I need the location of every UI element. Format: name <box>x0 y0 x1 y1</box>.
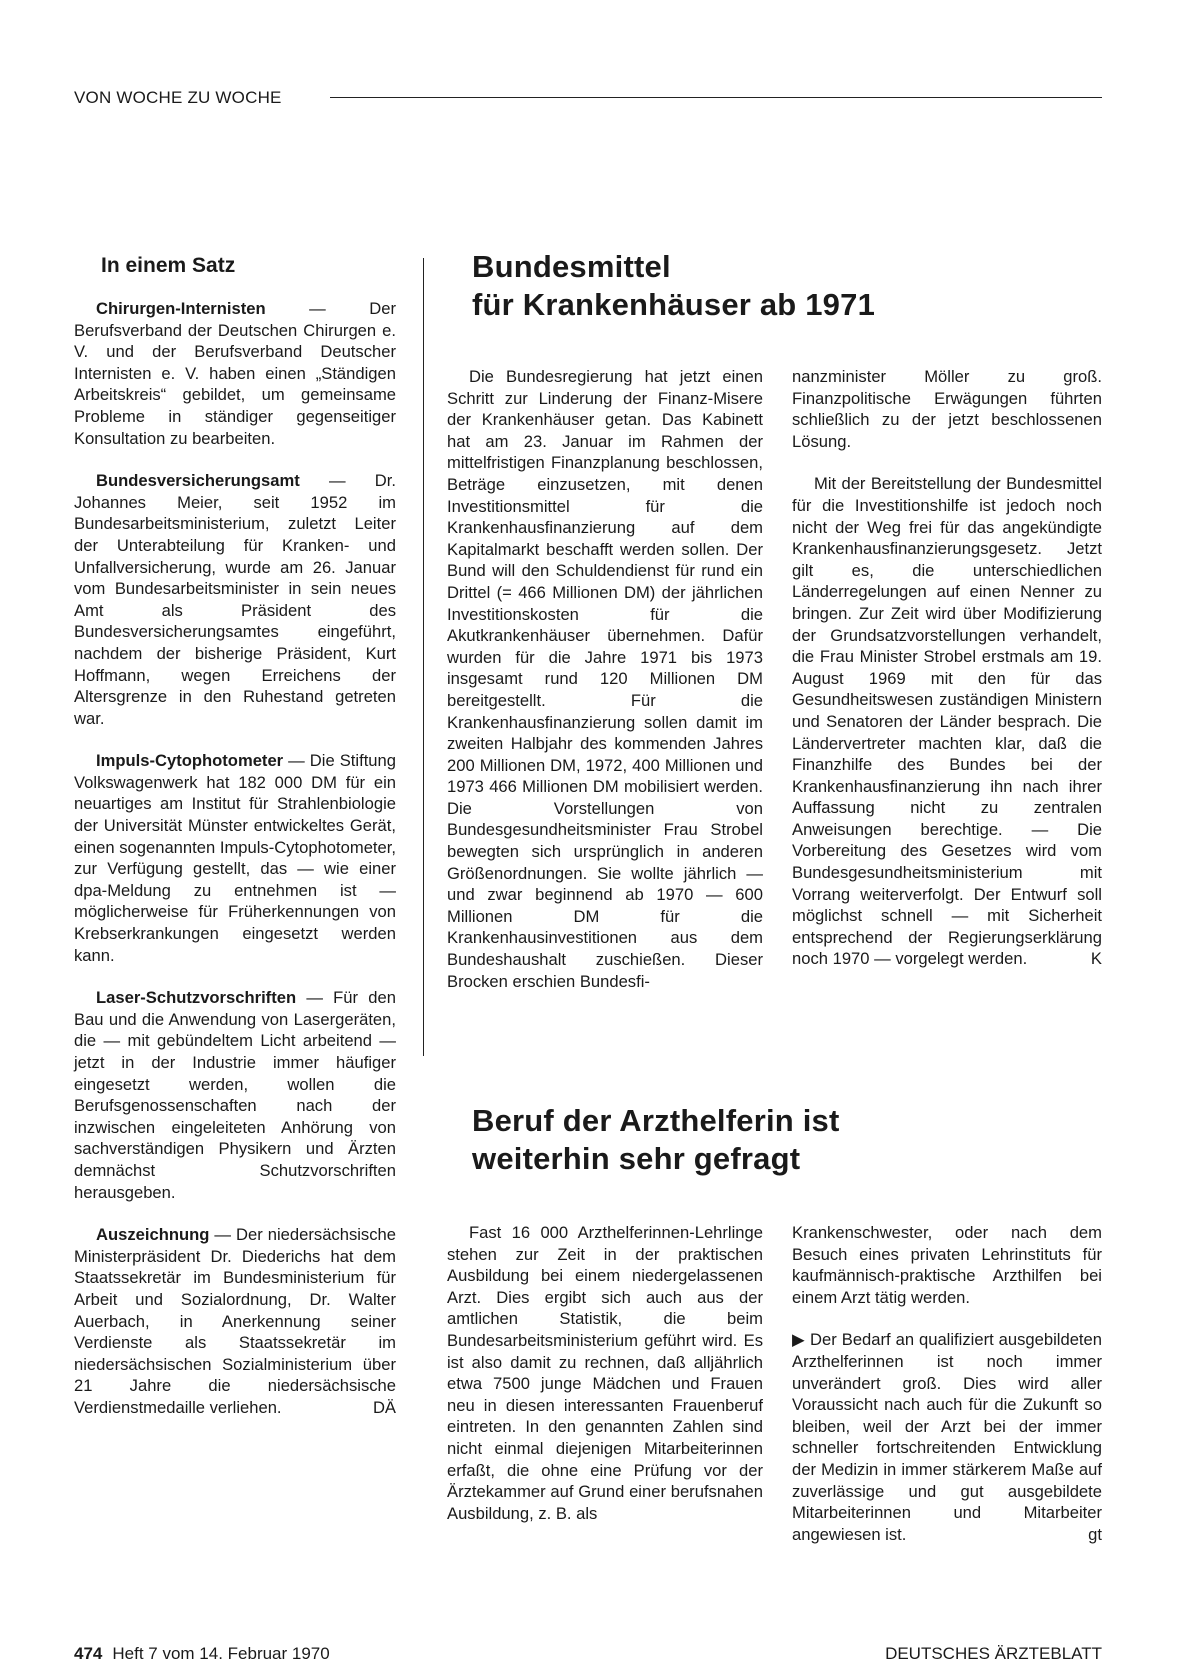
article1-paragraph: nanzminister Möller zu groß. Finanzpolitische Erwägungen führten schließlich zu der jetzt beschlossenen Lösung. <box>792 367 1102 451</box>
triangle-bullet-icon: ▶ <box>792 1330 806 1350</box>
article1-column-2 <box>792 366 1102 991</box>
sidebar-item: Laser-Schutzvorschriften — Für den Bau und die Anwendung von Lasergeräten, die — mit gebündeltem Licht arbeitend — jetzt in der Industrie immer häufiger eingesetzt werden, wollen die Berufsgenossenschaften nach der inzwischen eingeleiteten Anhörung von sachverständigen Physikern und Ärzten demnächst Schutzvorschriften herausgeben. <box>74 988 396 1202</box>
sidebar-title: In einem Satz <box>101 254 236 277</box>
article2-paragraph: ▶ Der Bedarf an qualifiziert ausgebildeten Arzthelferinnen ist noch immer unverändert groß. Dies wird aller Voraussicht nach auch für die Zukunft so bleiben, weil der Arzt bei der immer schneller fortschreitenden Entwicklung der Medizin in immer stärkerem Maße auf zuverlässige und gut ausgebildete Mitarbeiterinnen und Mitarbeiter angewiesen ist. gt <box>792 1330 1102 1544</box>
article2-paragraph: Fast 16 000 Arzthelferinnen-Lehrlinge stehen zur Zeit in der praktischen Ausbildung bei einem niedergelassenen Arzt. Dies ergibt sich auch aus der amtlichen Statistik, die beim Bundesarbeitsministerium geführt wird. Es ist also damit zu rechnen, daß alljährlich etwa 7500 junge Mädchen und Frauen neu in diesen interessanten Frauenberuf eintreten. In den genannten Zahlen sind nicht einmal diejenigen Mitarbeiterinnen erfaßt, die ohne eine Prüfung vor der Ärztekammer auf Grund einer berufsnahen Ausbildung, z. B. als <box>447 1223 763 1523</box>
header-rule <box>330 97 1102 98</box>
article1-title: Bundesmittel für Krankenhäuser ab 1971 <box>472 249 876 322</box>
article2-column-2 <box>792 1222 1102 1566</box>
article1-paragraph: Die Bundesregierung hat jetzt einen Schritt zur Linderung der Finanz-Misere der Krankenhäuser getan. Das Kabinett hat am 23. Januar im Rahmen der mittelfristigen Finanzplanung beschlossen, Beträge einzusetzen, mit denen Investitionsmittel für die Krankenhausfinanzierung auf dem Kapitalmarkt beschafft werden sollen. Der Bund will den Schuldendienst für rund ein Drittel (= 466 Millionen DM) der jährlichen Investitionskosten für die Akutkrankenhäuser übernehmen. Dafür wurden für die Jahre 1971 bis 1973 insgesamt rund 120 Millionen DM bereitgestellt. Für die Krankenhausfinanzierung sollen damit im zweiten Halbjahr des kommenden Jahres 200 Millionen DM, 1972, 400 Millionen und 1973 466 Millionen DM mobilisiert werden. Die Vorstellungen von Bundesgesundheitsminister Frau Strobel bewegten sich ursprünglich in anderen Größenordnungen. Sie wollte jährlich — und zwar beginnend ab 1970 — 600 Millionen DM für die Krankenhausinvestitionen aus dem Bundeshaushalt zuschießen. Dieser Brocken erschien Bundesfi- <box>447 367 763 991</box>
sidebar-item: Chirurgen-Internisten — Der Berufsverband der Deutschen Chirurgen e. V. und der Berufsverband Deutscher Internisten e. V. haben einen „Ständigen Arbeitskreis“ gebildet, um gemeinsame Probleme in ständiger gegenseitiger Konsultation zu bearbeiten. <box>74 299 396 448</box>
article1-column-1 <box>447 366 763 1013</box>
column-divider <box>423 258 424 1056</box>
journal-name: DEUTSCHES ÄRZTEBLATT <box>885 1644 1102 1663</box>
article2-title: Beruf der Arzthelferin ist weiterhin sehr gefragt <box>472 1103 840 1176</box>
article2-signature: gt <box>1088 1524 1102 1544</box>
sidebar-item: Impuls-Cytophotometer — Die Stiftung Volkswagenwerk hat 182 000 DM für ein neuartiges am Institut für Strahlenbiologie der Universität Münster entwickeltes Gerät, einen sogenannten Impuls-Cytophotometer, zur Verfügung gestellt, das — wie einer dpa-Meldung zu entnehmen ist — möglicherweise für Früherkennungen von Krebserkrankungen eingesetzt werden kann. <box>74 751 396 965</box>
sidebar-signature: DÄ <box>372 1397 396 1417</box>
article1-paragraph: Mit der Bereitstellung der Bundesmittel für die Investitionshilfe ist jedoch noch nicht der Weg frei für das angekündigte Krankenhausfinanzierungsgesetz. Jetzt gilt es, die unterschiedlichen Länderregelungen auf einen Nenner zu bringen. Zur Zeit wird über Modifizierung der Grundsatzvorstellungen verhandelt, die Frau Minister Strobel erstmals am 19. August 1969 mit den für das Gesundheitswesen zuständigen Ministern und Senatoren der Länder besprach. Die Ländervertreter machten klar, daß die Finanzhilfe des Bundes bei der Krankenhausfinanzierung ihn nach ihrer Auffassung nicht zu zentralen Anweisungen berechtige. — Die Vorbereitung des Gesetzes wird vom Bundesgesundheitsministerium mit Vorrang weiterverfolgt. Der Entwurf soll möglichst schnell — mit Sicherheit entsprechend der Regierungserklärung noch 1970 — vorgelegt werden. K <box>792 474 1102 969</box>
sidebar-item: Bundesversicherungsamt — Dr. Johannes Meier, seit 1952 im Bundesarbeitsministerium, zuletzt Leiter der Unterabteilung für Kranken- und Unfallversicherung, wurde am 26. Januar vom Bundesarbeitsminister in sein neues Amt als Präsident des Bundesversicherungsamtes eingeführt, nachdem der bisherige Präsident, Kurt Hoffmann, wegen Erreichens der Altersgrenze in den Ruhestand getreten war. <box>74 471 396 728</box>
article1-signature: K <box>1090 949 1102 969</box>
article2-paragraph: Krankenschwester, oder nach dem Besuch eines privaten Lehrinstituts für kaufmännisch-praktische Arzthilfen bei einem Arzt tätig werden. <box>792 1223 1102 1307</box>
page-number: 474 <box>74 1644 103 1663</box>
sidebar-item: Auszeichnung — Der niedersächsische Ministerpräsident Dr. Diederichs hat dem Staatssekretär im Bundesministerium für Arbeit und Sozialordnung, Dr. Walter Auerbach, in Anerkennung seiner Verdienste als Staatssekretär im niedersächsischen Sozialministerium über 21 Jahre die niedersächsische Verdienstmedaille verliehen. DÄ <box>74 1225 396 1417</box>
footer-left <box>74 1644 330 1664</box>
sidebar-column <box>74 298 396 1440</box>
article2-column-1 <box>447 1222 763 1545</box>
section-header: VON WOCHE ZU WOCHE <box>74 88 282 107</box>
issue-info: Heft 7 vom 14. Februar 1970 <box>112 1644 330 1663</box>
